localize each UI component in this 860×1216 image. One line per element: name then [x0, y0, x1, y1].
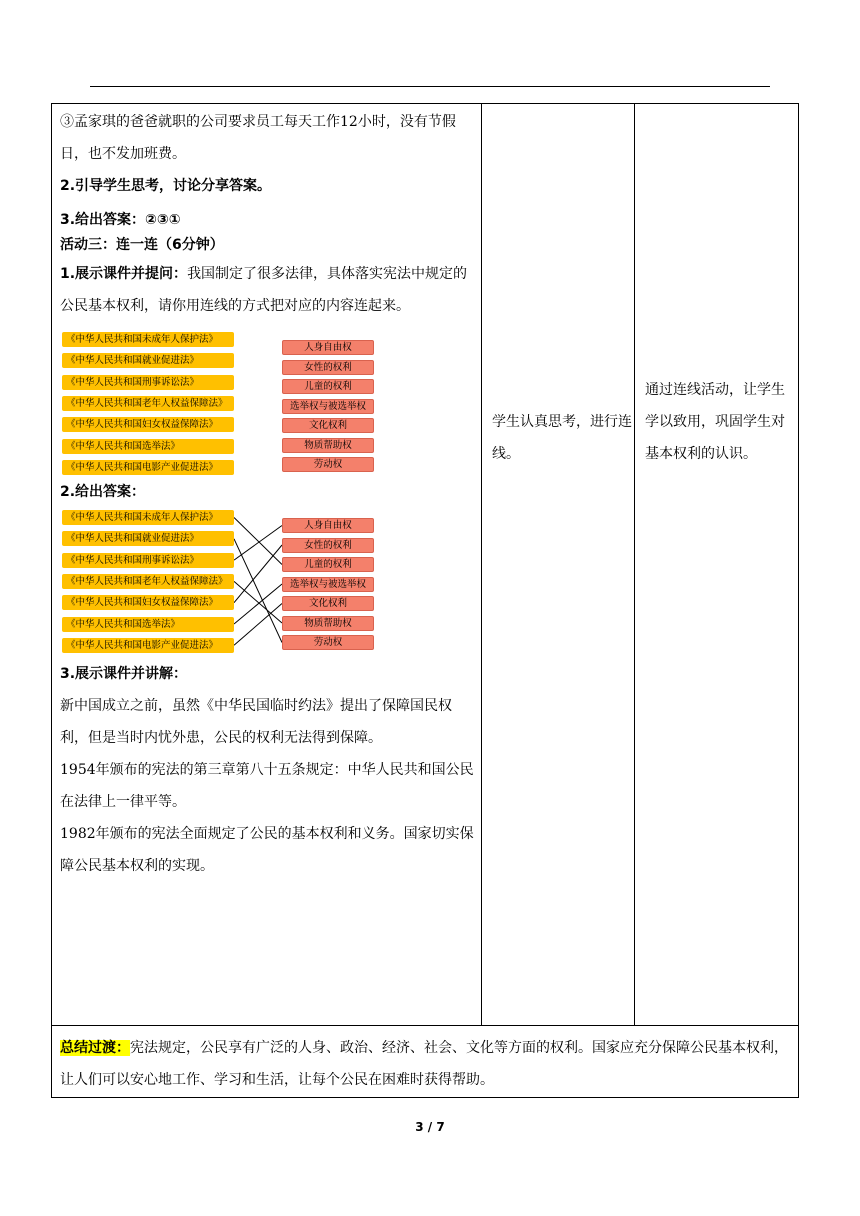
law-item: 《中华人民共和国刑事诉讼法》: [62, 375, 234, 390]
right-item: 选举权与被选举权: [282, 399, 374, 414]
teacher-activity-column: [60, 106, 478, 882]
law-item: 《中华人民共和国电影产业促进法》: [62, 460, 234, 475]
right-item: 选举权与被选举权: [282, 577, 374, 592]
step-present-text: 我国制定了很多法律，具体落实宪法中规定的公民基本权利，请你用连线的方式把对应的内容连起来。: [60, 266, 468, 314]
right-item: 儿童的权利: [282, 557, 374, 572]
header-rule: [90, 86, 770, 87]
explain-para-3: 1982年颁布的宪法全面规定了公民的基本权利和义务。国家切实保障公民基本权利的实现。: [60, 826, 474, 874]
step-present-question: [60, 258, 478, 322]
right-item: 女性的权利: [282, 360, 374, 375]
student-activity-column: 学生认真思考，进行连线。: [492, 414, 632, 462]
lesson-table: [51, 103, 799, 1098]
right-item: 女性的权利: [282, 538, 374, 553]
row-divider: [52, 1025, 798, 1026]
step-answer: 3.给出答案：②③①: [60, 212, 181, 228]
matching-question-diagram: [60, 330, 390, 476]
answer-line: [234, 581, 282, 623]
step-give-answer: 2.给出答案：: [60, 484, 146, 500]
column-divider-1: [481, 104, 482, 1025]
law-item: 《中华人民共和国选举法》: [62, 617, 234, 632]
right-item: 物质帮助权: [282, 616, 374, 631]
right-item: 文化权利: [282, 596, 374, 611]
design-intent-column: 通过连线活动，让学生学以致用，巩固学生对基本权利的认识。: [645, 382, 785, 462]
step-discuss: 2.引导学生思考，讨论分享答案。: [60, 178, 272, 194]
law-item: 《中华人民共和国妇女权益保障法》: [62, 595, 234, 610]
page-number: 3 / 7: [415, 1120, 445, 1134]
law-item: 《中华人民共和国未成年人保护法》: [62, 332, 234, 347]
right-item: 劳动权: [282, 635, 374, 650]
step-present-label: 1.展示课件并提问：: [60, 266, 188, 282]
law-item: 《中华人民共和国未成年人保护法》: [62, 510, 234, 525]
right-item: 人身自由权: [282, 518, 374, 533]
right-item: 儿童的权利: [282, 379, 374, 394]
answer-line: [234, 604, 282, 646]
right-item: 人身自由权: [282, 340, 374, 355]
step-explain: 3.展示课件并讲解：: [60, 666, 188, 682]
column-divider-2: [634, 104, 635, 1025]
law-item: 《中华人民共和国老年人权益保障法》: [62, 396, 234, 411]
summary-row: [60, 1032, 790, 1096]
summary-text: 宪法规定，公民享有广泛的人身、政治、经济、社会、文化等方面的权利。国家应充分保障公民基本权利，让人们可以安心地工作、学习和生活，让每个公民在困难时获得帮助。: [60, 1040, 788, 1088]
answer-line: [234, 526, 282, 561]
explain-para-1: 新中国成立之前，虽然《中华民国临时约法》提出了保障国民权利，但是当时内忧外患，公民的权利无法得到保障。: [60, 698, 452, 746]
law-item: 《中华人民共和国妇女权益保障法》: [62, 417, 234, 432]
activity-title: 活动三：连一连（6分钟）: [60, 237, 224, 253]
law-item: 《中华人民共和国老年人权益保障法》: [62, 574, 234, 589]
matching-answer-diagram: [60, 508, 390, 654]
law-item: 《中华人民共和国就业促进法》: [62, 353, 234, 368]
scenario-3: ③孟家琪的爸爸就职的公司要求员工每天工作12小时，没有节假日，也不发加班费。: [60, 114, 456, 162]
explain-para-2: 1954年颁布的宪法的第三章第八十五条规定：中华人民共和国公民在法律上一律平等。: [60, 762, 474, 810]
law-item: 《中华人民共和国电影产业促进法》: [62, 638, 234, 653]
law-item: 《中华人民共和国就业促进法》: [62, 531, 234, 546]
answer-line: [234, 518, 282, 565]
summary-label: 总结过渡：: [60, 1040, 130, 1056]
right-item: 文化权利: [282, 418, 374, 433]
law-item: 《中华人民共和国选举法》: [62, 439, 234, 454]
right-item: 劳动权: [282, 457, 374, 472]
right-item: 物质帮助权: [282, 438, 374, 453]
law-item: 《中华人民共和国刑事诉讼法》: [62, 553, 234, 568]
